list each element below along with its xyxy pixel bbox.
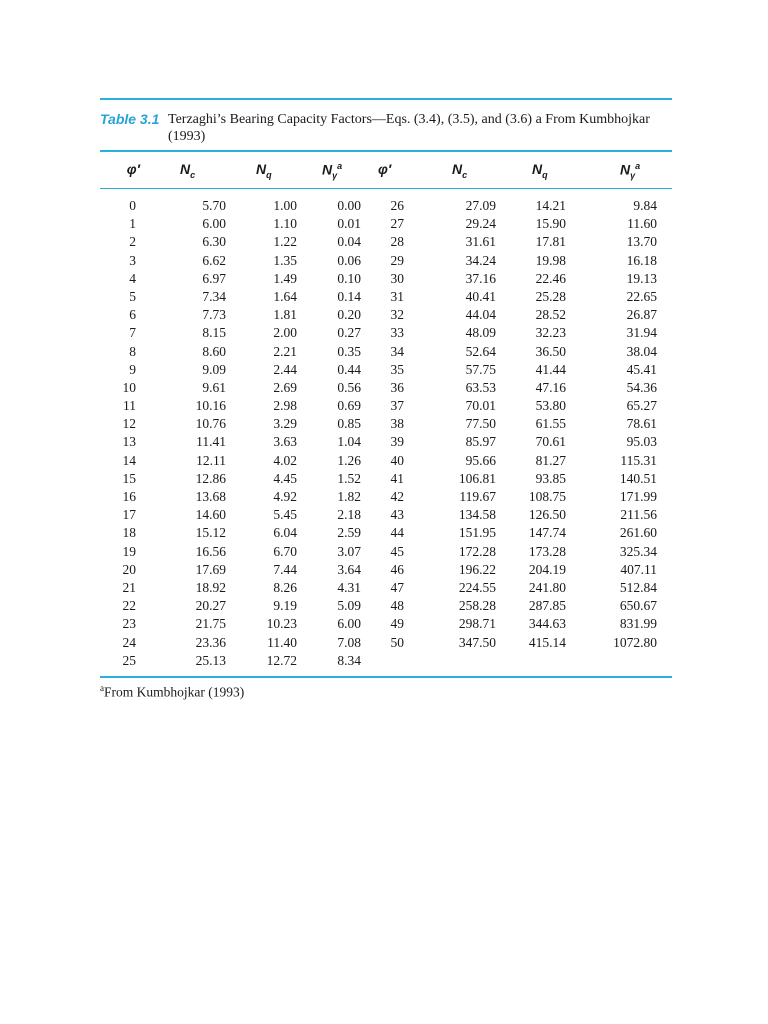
table-cell-nc2: 27.09 — [465, 198, 496, 213]
header-phi-right — [378, 161, 418, 177]
table-cell-ng2: 115.31 — [620, 452, 657, 468]
table-cell-phi2: 48 — [390, 598, 404, 614]
header-ngamma-right — [620, 161, 660, 180]
header-nq-text: N — [256, 161, 267, 177]
table-cell-ng2: 140.51 — [619, 470, 657, 486]
table-cell-phi2: 41 — [390, 470, 404, 486]
table-cell-phi2: 42 — [390, 489, 404, 504]
table-header-row — [100, 150, 672, 189]
table-cell-phi1: 0 — [129, 198, 136, 213]
table-cell-phi1: 10 — [122, 379, 136, 395]
table-cell-ng2: 171.99 — [619, 489, 657, 504]
table-row — [100, 415, 672, 433]
header-nq-sub: q — [542, 169, 548, 180]
table-cell-phi1: 22 — [122, 598, 136, 614]
table-row — [100, 397, 672, 415]
table-row — [100, 579, 672, 597]
table-row — [100, 597, 672, 615]
header-nc-right — [452, 161, 492, 180]
header-nq-right — [532, 161, 572, 180]
table-cell-nc2: 95.66 — [465, 452, 496, 468]
table-cell-nc2: 298.71 — [458, 616, 496, 632]
table-cell-nc2: 40.41 — [465, 288, 496, 304]
header-phi-left — [100, 161, 140, 177]
header-phi-text: φ′ — [378, 161, 392, 177]
table-cell-nq1: 11.40 — [267, 634, 297, 650]
table-cell-nq1: 10.23 — [266, 616, 297, 632]
header-phi-text: φ′ — [126, 161, 140, 177]
table-cell-nc1: 9.61 — [202, 379, 226, 395]
table-cell-phi1: 24 — [122, 634, 136, 650]
table-cell-nq1: 7.44 — [273, 561, 297, 577]
table-cell-nc1: 12.86 — [195, 470, 226, 486]
table-cell-ng1: 1.26 — [337, 452, 361, 468]
table-cell-phi2: 31 — [390, 288, 404, 304]
table-cell-phi2: 43 — [390, 507, 404, 523]
header-nq-left — [256, 161, 296, 180]
table-cell-nq1: 2.69 — [273, 379, 297, 395]
table-cell-nq2: 147.74 — [528, 525, 566, 541]
header-ngamma-sub: γ — [332, 170, 338, 181]
table-cell-ng2: 22.65 — [626, 288, 657, 304]
table-cell-ng1: 2.59 — [337, 525, 361, 541]
table-cell-nc1: 18.92 — [195, 579, 226, 595]
table-row — [100, 652, 672, 670]
table-row — [100, 343, 672, 361]
table-cell-phi2: 44 — [390, 525, 404, 541]
table-cell-nq2: 47.16 — [535, 379, 566, 395]
table-cell-nq1: 8.26 — [273, 579, 297, 595]
table-cell-nq2: 81.27 — [535, 452, 566, 468]
table-cell-nc2: 48.09 — [465, 325, 496, 341]
table-cell-phi1: 14 — [122, 452, 136, 468]
table-body — [100, 189, 672, 674]
table-cell-nq1: 3.63 — [273, 434, 297, 450]
table-cell-nq1: 1.22 — [273, 234, 297, 250]
table-cell-phi1: 8 — [129, 343, 136, 359]
table-cell-nc1: 23.36 — [195, 634, 226, 650]
table-cell-phi2: 33 — [390, 325, 404, 341]
table-row — [100, 233, 672, 251]
table-cell-nq1: 6.04 — [273, 525, 297, 541]
table-cell-nc1: 8.60 — [202, 343, 226, 359]
table-title: Terzaghi’s Bearing Capacity Factors—Eqs. (3.4), (3.5), and (3.6) a From Kumbhojkar (1993) — [168, 112, 650, 144]
table-cell-ng2: 9.84 — [633, 198, 657, 213]
table-cell-ng1: 1.82 — [337, 489, 361, 504]
table-row — [100, 379, 672, 397]
table-row — [100, 252, 672, 270]
table-cell-nc2: 77.50 — [465, 416, 496, 432]
table-cell-ng1: 0.01 — [337, 216, 361, 232]
table-container — [100, 98, 672, 700]
table-cell-phi1: 1 — [129, 216, 136, 232]
table-cell-nc2: 258.28 — [458, 598, 496, 614]
table-cell-nc1: 6.00 — [202, 216, 226, 232]
table-footnote — [100, 683, 672, 701]
table-cell-ng1: 0.44 — [337, 361, 361, 377]
table-cell-phi2: 32 — [390, 307, 404, 323]
table-cell-phi2: 36 — [390, 379, 404, 395]
table-cell-phi2: 34 — [390, 343, 404, 359]
table-cell-nq1: 1.10 — [273, 216, 297, 232]
header-nq-text: N — [532, 161, 543, 177]
table-cell-phi1: 18 — [122, 525, 136, 541]
table-cell-ng2: 11.60 — [627, 216, 657, 232]
table-cell-ng1: 0.20 — [337, 307, 361, 323]
table-cell-phi1: 15 — [122, 470, 136, 486]
header-ngamma-left — [322, 161, 362, 180]
header-nc-text: N — [452, 161, 463, 177]
table-number-label: Table 3.1 — [100, 111, 160, 127]
header-nc-sub: c — [190, 169, 196, 180]
table-cell-phi1: 6 — [129, 307, 136, 323]
table-cell-phi1: 16 — [122, 489, 136, 504]
table-cell-phi2: 39 — [390, 434, 404, 450]
table-cell-nq1: 4.02 — [273, 452, 297, 468]
table-cell-nq2: 19.98 — [535, 252, 566, 268]
table-cell-nc2: 85.97 — [465, 434, 496, 450]
table-cell-nq1: 1.81 — [273, 307, 297, 323]
table-cell-phi2: 45 — [390, 543, 404, 559]
table-cell-ng2: 211.56 — [620, 507, 657, 523]
table-cell-ng2: 45.41 — [626, 361, 657, 377]
table-cell-nc2: 29.24 — [465, 216, 496, 232]
table-row — [100, 433, 672, 451]
header-ngamma-text: N — [620, 161, 631, 178]
table-cell-nq1: 1.00 — [273, 198, 297, 213]
table-cell-phi2: 28 — [390, 234, 404, 250]
table-caption — [100, 100, 672, 146]
table-cell-phi2: 47 — [390, 579, 404, 595]
table-cell-nq1: 4.45 — [273, 470, 297, 486]
table-cell-nq2: 241.80 — [528, 579, 566, 595]
table-cell-ng1: 8.34 — [337, 652, 361, 668]
table-cell-phi2: 26 — [390, 198, 404, 213]
table-cell-nq1: 6.70 — [273, 543, 297, 559]
table-cell-nq2: 53.80 — [535, 398, 566, 414]
table-cell-ng2: 78.61 — [626, 416, 657, 432]
header-nc-left — [180, 161, 220, 180]
table-cell-nc1: 6.97 — [202, 270, 226, 286]
table-cell-phi2: 35 — [390, 361, 404, 377]
table-cell-ng1: 4.31 — [337, 579, 361, 595]
table-cell-ng2: 650.67 — [619, 598, 657, 614]
table-cell-nc2: 34.24 — [465, 252, 496, 268]
table-cell-nq2: 25.28 — [535, 288, 566, 304]
table-row — [100, 506, 672, 524]
table-cell-nq2: 36.50 — [535, 343, 566, 359]
table-cell-ng1: 0.04 — [337, 234, 361, 250]
table-cell-phi2: 29 — [390, 252, 404, 268]
table-cell-phi1: 2 — [129, 234, 136, 250]
table-cell-phi2: 27 — [390, 216, 404, 232]
table-cell-nc1: 10.76 — [195, 416, 226, 432]
table-cell-nc1: 21.75 — [195, 616, 226, 632]
table-cell-nc1: 6.62 — [202, 252, 226, 268]
table-cell-nq1: 2.00 — [273, 325, 297, 341]
table-cell-phi1: 13 — [122, 434, 136, 450]
table-cell-ng1: 0.85 — [337, 416, 361, 432]
table-cell-nq2: 32.23 — [535, 325, 566, 341]
table-cell-phi2: 50 — [390, 634, 404, 650]
table-cell-nc2: 70.01 — [465, 398, 496, 414]
table-cell-nc1: 12.11 — [196, 452, 226, 468]
table-cell-ng2: 31.94 — [626, 325, 657, 341]
table-cell-ng2: 261.60 — [619, 525, 657, 541]
table-cell-nc2: 52.64 — [465, 343, 496, 359]
table-cell-ng1: 0.35 — [337, 343, 361, 359]
table-row — [100, 543, 672, 561]
table-cell-phi1: 5 — [129, 288, 136, 304]
table-cell-nq1: 2.98 — [273, 398, 297, 414]
table-cell-nc1: 8.15 — [202, 325, 226, 341]
table-cell-ng2: 831.99 — [619, 616, 657, 632]
table-cell-nq2: 344.63 — [528, 616, 566, 632]
header-ngamma-sub: γ — [630, 170, 636, 181]
table-row — [100, 306, 672, 324]
table-row — [100, 361, 672, 379]
table-cell-nq2: 415.14 — [528, 634, 566, 650]
table-row — [100, 615, 672, 633]
table-cell-phi2: 40 — [390, 452, 404, 468]
table-cell-nc1: 20.27 — [195, 598, 226, 614]
table-cell-phi2: 46 — [390, 561, 404, 577]
table-cell-nc2: 134.58 — [458, 507, 496, 523]
table-cell-nc1: 5.70 — [202, 198, 226, 213]
table-cell-phi1: 3 — [129, 252, 136, 268]
header-nq-sub: q — [266, 169, 272, 180]
table-row — [100, 470, 672, 488]
table-cell-ng2: 1072.80 — [613, 634, 657, 650]
table-cell-nc1: 15.12 — [195, 525, 226, 541]
table-cell-nc2: 37.16 — [465, 270, 496, 286]
table-row — [100, 488, 672, 506]
table-cell-ng1: 6.00 — [337, 616, 361, 632]
table-cell-nc2: 106.81 — [458, 470, 496, 486]
table-cell-nq2: 41.44 — [535, 361, 566, 377]
table-cell-phi1: 23 — [122, 616, 136, 632]
table-cell-nq2: 126.50 — [528, 507, 566, 523]
table-cell-ng1: 0.69 — [337, 398, 361, 414]
table-cell-nc1: 25.13 — [195, 652, 226, 668]
table-cell-phi1: 11 — [123, 398, 136, 414]
table-cell-phi1: 7 — [129, 325, 136, 341]
table-cell-phi1: 25 — [122, 652, 136, 668]
table-cell-ng2: 19.13 — [626, 270, 657, 286]
table-cell-ng2: 95.03 — [626, 434, 657, 450]
table-cell-nq2: 204.19 — [528, 561, 566, 577]
table-cell-nc1: 14.60 — [195, 507, 226, 523]
table-cell-nq1: 2.44 — [273, 361, 297, 377]
table-cell-phi1: 4 — [129, 270, 136, 286]
table-cell-nc1: 13.68 — [195, 489, 226, 504]
table-cell-phi2: 38 — [390, 416, 404, 432]
header-ngamma-text: N — [322, 161, 333, 178]
table-cell-ng2: 54.36 — [626, 379, 657, 395]
table-row — [100, 270, 672, 288]
table-cell-ng1: 0.14 — [337, 288, 361, 304]
table-cell-nc2: 63.53 — [465, 379, 496, 395]
header-nc-text: N — [180, 161, 191, 177]
table-cell-ng2: 38.04 — [626, 343, 657, 359]
table-cell-nc2: 224.55 — [458, 579, 496, 595]
table-cell-ng2: 65.27 — [626, 398, 657, 414]
table-cell-nq1: 1.35 — [273, 252, 297, 268]
table-cell-nq2: 22.46 — [535, 270, 566, 286]
table-cell-ng1: 0.06 — [337, 252, 361, 268]
table-cell-phi1: 21 — [122, 579, 136, 595]
table-cell-ng1: 0.27 — [337, 325, 361, 341]
table-cell-ng1: 7.08 — [337, 634, 361, 650]
table-cell-nc1: 10.16 — [195, 398, 226, 414]
table-cell-ng2: 16.18 — [626, 252, 657, 268]
table-cell-ng2: 325.34 — [619, 543, 657, 559]
table-row — [100, 561, 672, 579]
table-row — [100, 215, 672, 233]
header-nc-sub: c — [462, 169, 468, 180]
table-cell-nc2: 347.50 — [458, 634, 496, 650]
table-cell-nc1: 17.69 — [195, 561, 226, 577]
table-cell-phi1: 9 — [129, 361, 136, 377]
table-cell-nq1: 2.21 — [273, 343, 297, 359]
table-cell-nc1: 7.34 — [202, 288, 226, 304]
table-cell-nq2: 108.75 — [528, 489, 566, 504]
table-cell-phi2: 49 — [390, 616, 404, 632]
table-cell-nq1: 3.29 — [273, 416, 297, 432]
table-cell-nq1: 1.64 — [273, 288, 297, 304]
table-cell-phi1: 20 — [122, 561, 136, 577]
table-cell-ng1: 3.64 — [337, 561, 361, 577]
table-cell-nc2: 151.95 — [458, 525, 496, 541]
table-cell-ng1: 5.09 — [337, 598, 361, 614]
table-cell-nc2: 57.75 — [465, 361, 496, 377]
table-cell-nc1: 6.30 — [202, 234, 226, 250]
table-cell-phi1: 12 — [122, 416, 136, 432]
table-cell-nq2: 14.21 — [535, 198, 566, 213]
table-cell-nc1: 11.41 — [196, 434, 226, 450]
table-cell-nq1: 4.92 — [273, 489, 297, 504]
table-cell-nq1: 9.19 — [273, 598, 297, 614]
table-cell-nc2: 196.22 — [458, 561, 496, 577]
table-cell-nq1: 1.49 — [273, 270, 297, 286]
bottom-rule — [100, 676, 672, 678]
table-cell-phi2: 37 — [390, 398, 404, 414]
table-cell-nq1: 5.45 — [273, 507, 297, 523]
table-cell-nq2: 70.61 — [535, 434, 566, 450]
table-cell-nq2: 28.52 — [535, 307, 566, 323]
table-cell-ng2: 13.70 — [626, 234, 657, 250]
table-cell-ng2: 407.11 — [620, 561, 657, 577]
table-cell-ng1: 2.18 — [337, 507, 361, 523]
table-cell-phi2: 30 — [390, 270, 404, 286]
table-cell-nq2: 287.85 — [528, 598, 566, 614]
table-cell-ng2: 512.84 — [619, 579, 657, 595]
table-cell-nc2: 31.61 — [465, 234, 496, 250]
table-cell-phi1: 17 — [122, 507, 136, 523]
footnote-marker: a — [100, 682, 104, 693]
table-cell-ng1: 0.10 — [337, 270, 361, 286]
table-cell-nq1: 12.72 — [266, 652, 297, 668]
table-cell-nc1: 7.73 — [202, 307, 226, 323]
table-row — [100, 634, 672, 652]
table-cell-nq2: 61.55 — [535, 416, 566, 432]
table-cell-nc1: 16.56 — [195, 543, 226, 559]
table-cell-ng2: 26.87 — [626, 307, 657, 323]
header-ngamma-sup: a — [337, 161, 343, 171]
table-cell-nq2: 17.81 — [535, 234, 566, 250]
table-row — [100, 524, 672, 542]
table-cell-nq2: 15.90 — [535, 216, 566, 232]
table-cell-nc1: 9.09 — [202, 361, 226, 377]
table-row — [100, 197, 672, 215]
table-cell-nc2: 44.04 — [465, 307, 496, 323]
table-cell-nc2: 172.28 — [458, 543, 496, 559]
table-cell-nc2: 119.67 — [459, 489, 496, 504]
table-cell-ng1: 3.07 — [337, 543, 361, 559]
footnote-text: From Kumbhojkar (1993) — [104, 684, 245, 700]
table-row — [100, 452, 672, 470]
table-cell-ng1: 0.56 — [337, 379, 361, 395]
table-row — [100, 288, 672, 306]
table-cell-nq2: 173.28 — [528, 543, 566, 559]
table-cell-nq2: 93.85 — [535, 470, 566, 486]
table-cell-phi1: 19 — [122, 543, 136, 559]
table-cell-ng1: 1.04 — [337, 434, 361, 450]
table-cell-ng1: 1.52 — [337, 470, 361, 486]
header-ngamma-sup: a — [635, 161, 641, 171]
table-row — [100, 324, 672, 342]
table-cell-ng1: 0.00 — [337, 198, 361, 213]
